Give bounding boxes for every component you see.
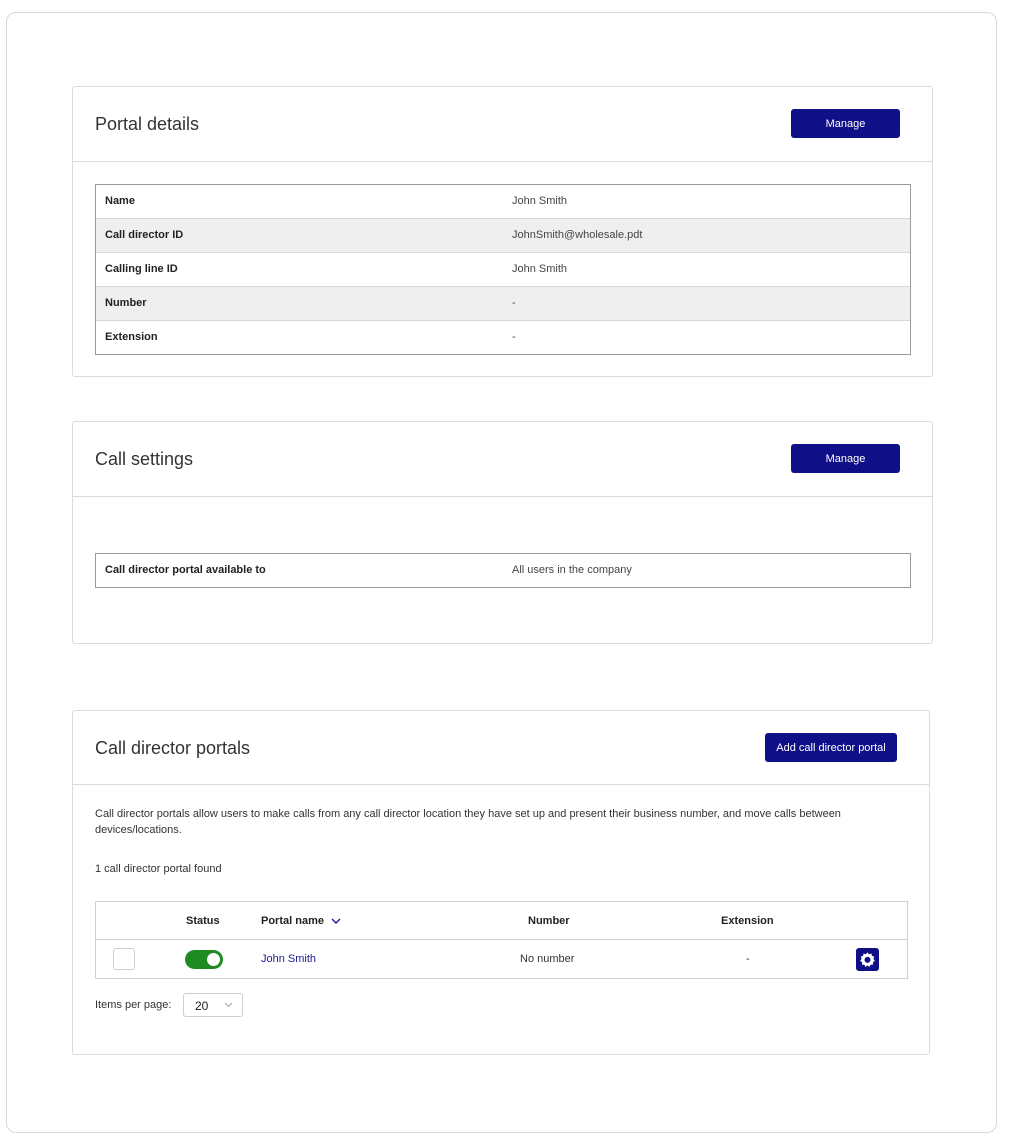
detail-value: John Smith [512,263,568,275]
call-settings-card [72,421,933,644]
portal-details-card [72,86,933,377]
detail-value: JohnSmith@wholesale.pdt [512,229,643,241]
detail-row-call-director-id [96,219,910,253]
detail-value: - [512,297,516,309]
call-settings-table [95,553,911,588]
column-header-portal-name[interactable] [261,915,341,927]
portal-details-table [95,184,911,355]
call-director-portals-card [72,710,930,1055]
call-settings-manage-button[interactable]: Manage [791,444,900,473]
portal-details-header [73,87,932,162]
detail-label: Calling line ID [105,263,178,275]
items-per-page-select[interactable] [183,993,243,1017]
detail-row-calling-line-id [96,253,910,287]
portal-number: No number [520,953,575,965]
column-header-extension: Extension [721,915,774,927]
detail-row-name [96,185,910,219]
column-header-number: Number [528,915,570,927]
gear-icon[interactable] [856,948,879,971]
portal-details-manage-button[interactable]: Manage [791,109,900,138]
portal-name-link[interactable]: John Smith [261,953,317,965]
call-director-portals-header [73,711,929,785]
column-header-status: Status [186,915,220,927]
chevron-down-icon [224,999,233,1011]
detail-label: Call director ID [105,229,184,241]
setting-label: Call director portal available to [105,564,266,576]
portals-table [95,901,908,979]
call-settings-header [73,422,932,497]
table-row [96,940,907,978]
items-per-page-label: Items per page: [95,999,172,1011]
portals-description: Call director portals allow users to make calls from any call director location they have set up and present their business number, and move calls between devices/locations. [95,808,841,836]
portals-found-count: 1 call director portal found [95,863,222,875]
detail-value: John Smith [512,195,568,207]
setting-value: All users in the company [512,564,632,576]
detail-row-number [96,287,910,321]
row-select-checkbox[interactable] [113,948,135,970]
call-director-portals-title: Call director portals [95,738,251,758]
status-toggle[interactable] [185,950,223,969]
call-settings-title: Call settings [95,449,194,469]
setting-row-availability [96,554,910,588]
page-frame [6,12,997,1133]
portal-extension: - [746,953,750,965]
detail-label: Number [105,297,147,309]
detail-row-extension [96,321,910,355]
detail-label: Name [105,195,135,207]
column-header-portal-name-label: Portal name [261,915,324,927]
detail-value: - [512,331,516,343]
items-per-page-value: 20 [195,999,209,1013]
detail-label: Extension [105,331,158,343]
add-call-director-portal-button[interactable]: Add call director portal [765,733,897,762]
portals-table-header [96,902,907,940]
chevron-down-icon [331,918,341,925]
toggle-knob [207,953,220,966]
portal-details-title: Portal details [95,114,200,134]
